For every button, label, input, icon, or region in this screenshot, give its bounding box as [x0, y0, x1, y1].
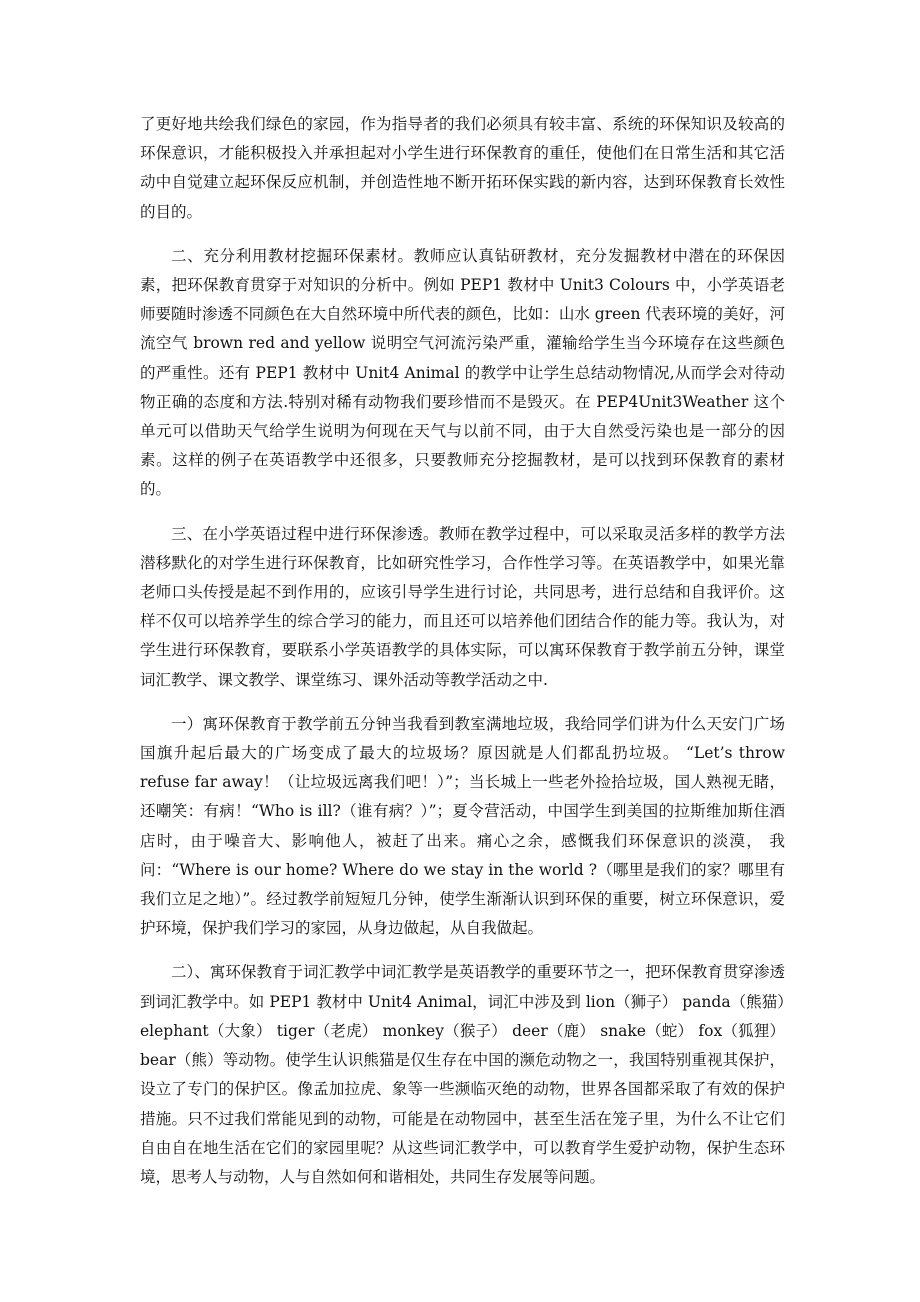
paragraph-subsection-two: 二）、寓环保教育于词汇教学中词汇教学是英语教学的重要环节之一，把环保教育贯穿渗透到词汇教学中。如 PEP1 教材中 Unit4 Animal，词汇中涉及到 lion（狮子） panda（熊猫）elephant（大象） tiger（老虎） monkey（猴子） deer（鹿） snake（蛇） fox（狐狸） bear（熊）等动物。使学生认识熊猫是仅生存在中国的濒危动物之一，我国特别重视其保护，设立了专门的保护区。像孟加拉虎、象等一些濒临灭绝的动物，世界各国都采取了有效的保护措施。只不过我们常能见到的动物，可能是在动物园中，甚至生活在笼子里，为什么不让它们自由自在地生活在它们的家园里呢？从这些词汇教学中，可以教育学生爱护动物，保护生态环境，思考人与动物，人与自然如何和谐相处，共同生存发展等问题。: [140, 963, 785, 1186]
paragraph-intro-continuation: 了更好地共绘我们绿色的家园，作为指导者的我们必须具有较丰富、系统的环保知识及较高的环保意识，才能积极投入并承担起对小学生进行环保教育的重任，使他们在日常生活和其它活动中自觉建立起环保反应机制，并创造性地不断开拓环保实践的新内容，达到环保教育长效性的目的。: [140, 115, 785, 221]
paragraph-section-two: 二、充分利用教材挖掘环保素材。教师应认真钻研教材，充分发掘教材中潜在的环保因素，把环保教育贯穿于对知识的分析中。例如 PEP1 教材中 Unit3 Colours 中，小学英语老师要随时渗透不同颜色在大自然环境中所代表的颜色，比如：山水 green 代表环境的美好，河流空气 brown red and yellow 说明空气河流污染严重，灌输给学生当今环境存在这些颜色的严重性。还有 PEP1 教材中 Unit4 Animal 的教学中让学生总结动物情况,从而学会对待动物正确的态度和方法.特别对稀有动物我们要珍惜而不是毁灭。在 PEP4Unit3Weather 这个单元可以借助天气给学生说明为何现在天气与以前不同，由于大自然受污染也是一部分的因素。这样的例子在英语教学中还很多，只要教师充分挖掘教材，是可以找到环保教育的素材的。: [140, 246, 785, 499]
paragraph-section-three: 三、在小学英语过程中进行环保渗透。教师在教学过程中，可以采取灵活多样的教学方法潜移默化的对学生进行环保教育，比如研究性学习，合作性学习等。在英语教学中，如果光靠老师口头传授是起不到作用的，应该引导学生进行讨论，共同思考，进行总结和自我评价。这样不仅可以培养学生的综合学习的能力，而且还可以培养他们团结合作的能力等。我认为，对学生进行环保教育，要联系小学英语教学的具体实际，可以寓环保教育于教学前五分钟，课堂词汇教学、课文教学、课堂练习、课外活动等教学活动之中.: [140, 524, 785, 689]
paragraph-subsection-one: 一）寓环保教育于教学前五分钟当我看到教室满地垃圾，我给同学们讲为什么天安门广场国旗升起后最大的广场变成了最大的垃圾场？原因就是人们都乱扔垃圾。 “Let’s throw refuse far away！（让垃圾远离我们吧！）”；当长城上一些老外捡拾垃圾，国人熟视无睹，还嘲笑：有病！“Who is ill?（谁有病？）”；夏令营活动，中国学生到美国的拉斯维加斯住酒店时，由于噪音大、影响他人，被赶了出来。痛心之余，感慨我们环保意识的淡漠， 我问：“Where is our home? Where do we stay in the world ?（哪里是我们的家？哪里有我们立足之地）”。经过教学前短短几分钟，使学生渐渐认识到环保的重要，树立环保意识，爱护环境，保护我们学习的家园，从身边做起，从自我做起。: [140, 714, 785, 938]
document-page: [140, 110, 785, 1192]
